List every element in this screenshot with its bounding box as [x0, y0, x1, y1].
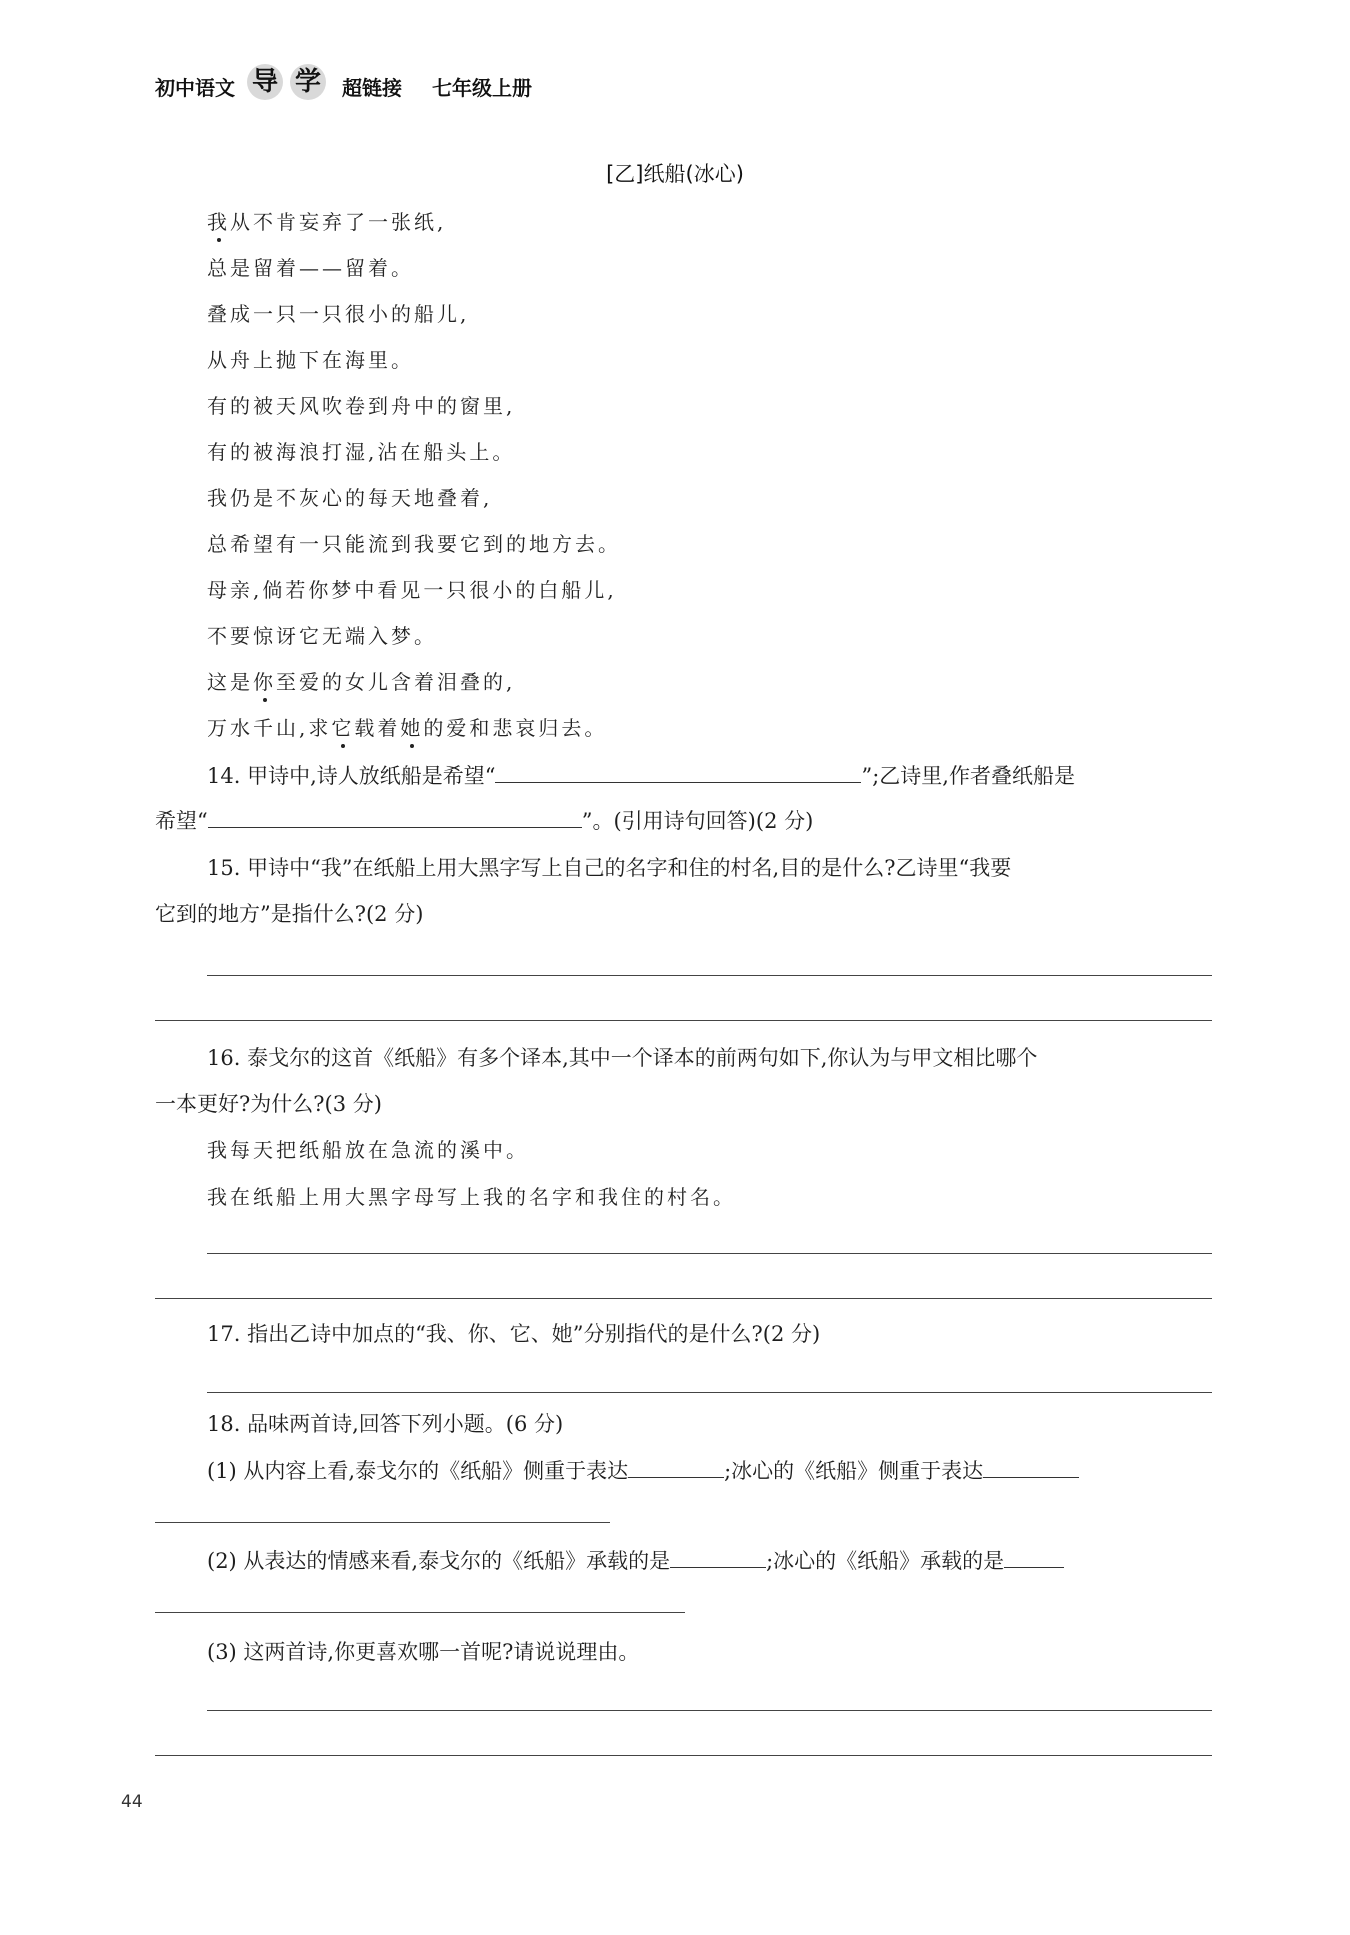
- dotted-char-ni: 你: [253, 666, 276, 695]
- series-title-right: 超链接: [342, 76, 402, 100]
- question-16-line-2: 一本更好?为什么?(3 分): [155, 1092, 382, 1116]
- translation-quote-2: 我在纸船上用大黑字母写上我的名字和我住的村名。: [207, 1185, 736, 1209]
- answer-blank-14a[interactable]: [495, 762, 861, 783]
- question-14-line-1: 14. 甲诗中,诗人放纸船是希望“ ”;乙诗里,作者叠纸船是: [207, 764, 1075, 788]
- answer-blank-18-1b[interactable]: [983, 1457, 1079, 1478]
- question-14-line-2: 希望“ ”。(引用诗句回答)(2 分): [155, 809, 814, 833]
- answer-blank-18-1a[interactable]: [628, 1457, 724, 1478]
- answer-line[interactable]: [207, 1710, 1212, 1711]
- poem-line: 总是留着——留着。: [207, 256, 414, 280]
- question-17: 17. 指出乙诗中加点的“我、你、它、她”分别指代的是什么?(2 分): [207, 1322, 821, 1346]
- dotted-char-ta-it: 它: [331, 712, 354, 741]
- grade-label: 七年级上册: [432, 76, 532, 100]
- poem-line: 从舟上抛下在海里。: [207, 348, 414, 372]
- series-title-left: 初中语文: [155, 76, 235, 100]
- question-15-line-1: 15. 甲诗中“我”在纸船上用大黑字写上自己的名字和住的村名,目的是什么?乙诗里“我要: [207, 856, 1012, 880]
- dotted-char-wo: 我: [207, 206, 230, 235]
- question-16-line-1: 16. 泰戈尔的这首《纸船》有多个译本,其中一个译本的前两句如下,你认为与甲文相比哪个: [207, 1046, 1038, 1070]
- poem-title: [乙]纸船(冰心): [606, 162, 744, 186]
- answer-line[interactable]: [155, 1298, 1212, 1299]
- answer-line[interactable]: [207, 1253, 1212, 1254]
- dotted-char-ta-she: 她: [400, 712, 423, 741]
- poem-line: 不要惊讶它无端入梦。: [207, 624, 437, 648]
- answer-line[interactable]: [155, 1522, 610, 1523]
- poem-line: 这是你至爱的女儿含着泪叠的,: [207, 666, 515, 695]
- question-18-1: (1) 从内容上看,泰戈尔的《纸船》侧重于表达 ;冰心的《纸船》侧重于表达: [207, 1455, 1079, 1485]
- answer-blank-14b[interactable]: [208, 807, 582, 828]
- answer-line[interactable]: [155, 1020, 1212, 1021]
- poem-line: 母亲,倘若你梦中看见一只很小的白船儿,: [207, 578, 617, 602]
- answer-blank-18-2a[interactable]: [670, 1547, 766, 1568]
- poem-line: 我仍是不灰心的每天地叠着,: [207, 486, 493, 510]
- translation-quote-1: 我每天把纸船放在急流的溪中。: [207, 1138, 529, 1162]
- poem-line: 叠成一只一只很小的船儿,: [207, 302, 470, 326]
- poem-line: 有的被天风吹卷到舟中的窗里,: [207, 394, 516, 418]
- answer-blank-18-2b[interactable]: [1004, 1547, 1064, 1568]
- answer-line[interactable]: [207, 1392, 1212, 1393]
- question-18: 18. 品味两首诗,回答下列小题。(6 分): [207, 1412, 564, 1436]
- poem-line: 总希望有一只能流到我要它到的地方去。: [207, 532, 621, 556]
- poem-line: 万水千山,求它载着她的爱和悲哀归去。: [207, 712, 607, 741]
- badge-dao: 导: [247, 64, 283, 100]
- answer-line[interactable]: [155, 1755, 1212, 1756]
- poem-line: 有的被海浪打湿,沾在船头上。: [207, 440, 516, 464]
- badge-xue: 学: [290, 64, 326, 100]
- question-15-line-2: 它到的地方”是指什么?(2 分): [155, 902, 424, 926]
- poem-line: 我从不肯妄弃了一张纸,: [207, 206, 446, 235]
- question-18-2: (2) 从表达的情感来看,泰戈尔的《纸船》承载的是 ;冰心的《纸船》承载的是: [207, 1545, 1064, 1575]
- question-18-3: (3) 这两首诗,你更喜欢哪一首呢?请说说理由。: [207, 1640, 640, 1664]
- page-number: 44: [121, 1792, 143, 1812]
- answer-line[interactable]: [207, 975, 1212, 976]
- answer-line[interactable]: [155, 1612, 685, 1613]
